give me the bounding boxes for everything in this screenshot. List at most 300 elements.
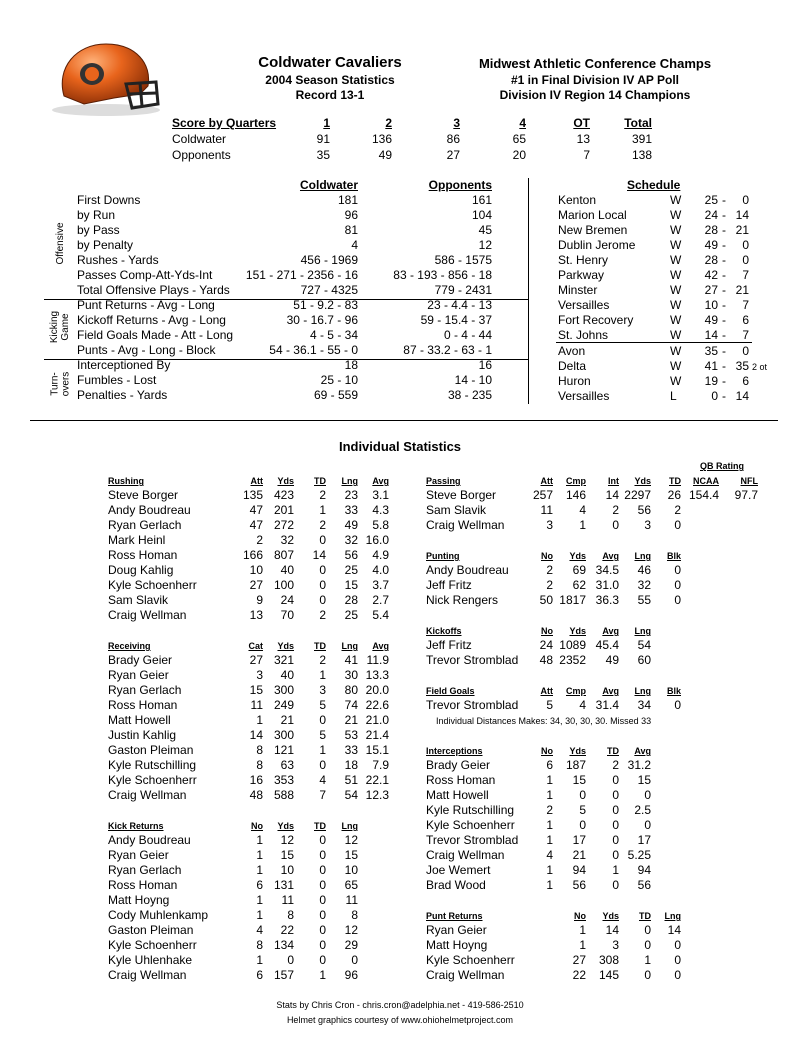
receiving-player: Kyle Rutschilling [108,758,197,772]
interceptions-value: 0 [644,788,651,802]
punt_returns-player: Ryan Geier [426,923,487,937]
rushing-player: Ross Homan [108,548,178,562]
rushing-value: 0 [319,533,326,547]
group-label: Kicking Game [49,310,71,344]
stat-opponents: 87 - 33.2 - 63 - 1 [403,343,492,357]
interceptions-player: Ross Homan [426,773,496,787]
rushing-value: 47 [249,518,263,532]
overtime-note: 2 ot [752,362,768,372]
kick_returns-value: 131 [273,878,294,892]
schedule-title: Schedule [627,178,681,192]
stat-coldwater: 54 - 36.1 - 55 - 0 [269,343,358,357]
stat-label: Punt Returns - Avg - Long [77,298,215,312]
individual-title: Individual Statistics [338,439,462,454]
game-result: W [670,283,682,297]
kick_returns-value: 0 [319,923,326,937]
kick_returns-value: 8 [256,938,263,952]
punting-value: 1817 [559,593,586,607]
receiving-value: 4 [319,773,326,787]
punt_returns-value: 308 [598,953,619,967]
interceptions-col-header: TD [607,746,619,756]
punt_returns-header: Punt Returns [426,911,483,921]
rushing-value: 3.1 [372,488,389,502]
interceptions-value: 21 [572,848,586,862]
stat-coldwater: 30 - 16.7 - 96 [286,313,358,327]
kick_returns-player: Matt Hoyng [108,893,170,907]
punting-value: 2 [546,563,553,577]
interceptions-player: Trevor Stromblad [426,833,519,847]
rushing-player: Steve Borger [108,488,179,502]
passing-col-header: Cmp [566,476,586,486]
interceptions-value: 31.2 [627,758,651,772]
interceptions-value: 15 [572,773,586,787]
punt_returns-value: 1 [579,923,586,937]
opp-score: 21 [735,223,749,237]
rushing-value: 14 [312,548,326,562]
kick_returns-header: Kick Returns [108,821,164,831]
receiving-col-header: Avg [372,641,389,651]
rushing-value: 4.0 [372,563,389,577]
kickoffs-col-header: Yds [569,626,586,636]
field_goals-value: 5 [546,698,553,712]
interceptions-value: 0 [612,788,619,802]
passing-col-header: NFL [740,476,758,486]
interceptions-value: 15 [637,773,651,787]
score-dash: - [722,389,726,403]
stat-label: First Downs [77,193,141,207]
kick_returns-player: Ryan Gerlach [108,863,182,877]
rushing-value: 13 [249,608,263,622]
rushing-value: 32 [344,533,358,547]
rushing-value: 27 [249,578,263,592]
team-score: 10 [704,298,718,312]
receiving-value: 48 [249,788,263,802]
group-label: Turn-overs [49,371,71,396]
game-result: W [670,359,682,373]
opp-score: 14 [735,389,749,403]
game-result: W [670,268,682,282]
kick_returns-value: 8 [287,908,294,922]
receiving-value: 16 [249,773,263,787]
game-result: W [670,374,682,388]
rushing-value: 0 [319,593,326,607]
receiving-value: 21 [280,713,294,727]
rushing-value: 56 [344,548,358,562]
opp-score: 7 [742,298,749,312]
interceptions-col-header: No [541,746,553,756]
receiving-player: Ryan Geier [108,668,169,682]
kick_returns-value: 12 [344,833,358,847]
rushing-value: 9 [256,593,263,607]
receiving-value: 30 [344,668,358,682]
receiving-value: 22.6 [365,698,389,712]
kick_returns-value: 4 [256,923,263,937]
rushing-value: 28 [344,593,358,607]
kick_returns-player: Ross Homan [108,878,178,892]
opp-score: 0 [742,253,749,267]
receiving-value: 74 [344,698,358,712]
rushing-value: 23 [344,488,358,502]
interceptions-value: 1 [546,818,553,832]
kick_returns-value: 96 [344,968,358,982]
kickoffs-value: 60 [637,653,651,667]
receiving-value: 3 [319,683,326,697]
interceptions-value: 0 [579,788,586,802]
passing-value: 14 [605,488,619,502]
punting-col-header: No [541,551,553,561]
rushing-value: 2 [256,533,263,547]
interceptions-header: Interceptions [426,746,483,756]
punting-value: 0 [674,578,681,592]
rushing-value: 32 [280,533,294,547]
stat-opponents: 0 - 4 - 44 [443,328,492,342]
field_goals-header: Field Goals [426,686,475,696]
game-result: L [670,389,677,403]
opponent-name: St. Johns [558,328,609,342]
receiving-value: 7 [319,788,326,802]
interceptions-player: Brady Geier [426,758,491,772]
receiving-value: 14 [249,728,263,742]
punt_returns-value: 0 [644,968,651,982]
interceptions-value: 2 [612,758,619,772]
stat-coldwater: 51 - 9.2 - 83 [293,298,358,312]
team-score: 35 [704,344,718,358]
kickoffs-col-header: No [541,626,553,636]
field_goals-col-header: Att [540,686,553,696]
honor-2: #1 in Final Division IV AP Poll [510,73,680,87]
team-score: 25 [704,193,718,207]
receiving-value: 21.4 [365,728,389,742]
quarters-header: 4 [519,116,526,130]
score-dash: - [722,253,726,267]
kick_returns-value: 22 [280,923,294,937]
punting-value: 32 [637,578,651,592]
receiving-player: Ryan Gerlach [108,683,182,697]
kick_returns-value: 15 [280,848,294,862]
punting-value: 46 [637,563,651,577]
rushing-value: 4.3 [372,503,389,517]
rushing-value: 1 [319,503,326,517]
passing-header: Passing [426,476,461,486]
stat-opponents: 161 [471,193,492,207]
rushing-value: 4.9 [372,548,389,562]
quarters-score: 7 [583,148,590,162]
rushing-col-header: Att [250,476,263,486]
receiving-value: 0 [319,713,326,727]
kick_returns-value: 0 [319,878,326,892]
quarters-header: 1 [323,116,330,130]
rushing-header: Rushing [108,476,144,486]
kickoffs-col-header: Avg [602,626,619,636]
kick_returns-value: 0 [351,953,358,967]
passing-player: Craig Wellman [426,518,505,532]
receiving-value: 11 [250,698,263,712]
helmet-icon [44,38,166,118]
stat-label: by Penalty [77,238,134,252]
opp-score: 0 [742,193,749,207]
field_goals-col-header: Avg [602,686,619,696]
receiving-value: 1 [319,668,326,682]
interceptions-player: Kyle Rutschilling [426,803,515,817]
score-dash: - [722,359,726,373]
punting-player: Jeff Fritz [426,578,472,592]
opp-score: 6 [742,313,749,327]
receiving-value: 12.3 [365,788,389,802]
punting-value: 69 [572,563,586,577]
kick_returns-player: Andy Boudreau [108,833,191,847]
stat-label: Field Goals Made - Att - Long [77,328,234,342]
footer-credit: Stats by Chris Cron - chris.cron@adelphia.net - 419-586-2510 [276,1000,524,1010]
receiving-value: 20.0 [365,683,389,697]
interceptions-value: 2 [546,803,553,817]
punt_returns-value: 0 [674,953,681,967]
rushing-value: 5.4 [372,608,389,622]
receiving-value: 40 [280,668,294,682]
interceptions-player: Joe Wemert [426,863,491,877]
kick_returns-value: 0 [319,833,326,847]
kick_returns-value: 8 [351,908,358,922]
stat-label: Interceptioned By [77,358,171,372]
receiving-value: 300 [273,728,294,742]
score-dash: - [722,238,726,252]
interceptions-value: 5 [579,803,586,817]
punt_returns-player: Kyle Schoenherr [426,953,515,967]
passing-col-header: TD [669,476,681,486]
stat-opponents: 38 - 235 [447,388,492,402]
receiving-col-header: Lng [341,641,358,651]
receiving-value: 300 [273,683,294,697]
rushing-value: 3.7 [372,578,389,592]
stat-coldwater: 25 - 10 [320,373,358,387]
opponent-name: Parkway [558,268,605,282]
interceptions-value: 17 [637,833,651,847]
receiving-value: 18 [344,758,358,772]
game-result: W [670,193,682,207]
stat-opponents: 16 [478,358,492,372]
interceptions-value: 1 [546,878,553,892]
stat-opponents: 45 [478,223,492,237]
section-divider [30,420,778,421]
interceptions-value: 2.5 [634,803,651,817]
punt_returns-value: 0 [644,938,651,952]
punt_returns-value: 145 [598,968,619,982]
punting-value: 62 [572,578,586,592]
stat-coldwater: 151 - 271 - 2356 - 16 [245,268,358,282]
game-result: W [670,208,682,222]
interceptions-value: 1 [546,773,553,787]
stat-coldwater: 18 [344,358,358,372]
score-dash: - [722,193,726,207]
schedule-divider [528,178,529,404]
kick_returns-value: 1 [256,848,263,862]
footer-helmet-credit: Helmet graphics courtesy of www.ohiohelmetproject.com [286,1015,514,1025]
stat-opponents: 104 [471,208,492,222]
receiving-value: 15 [249,683,263,697]
punting-col-header: Lng [634,551,651,561]
quarters-score: 91 [316,132,330,146]
stat-label: Total Offensive Plays - Yards [77,283,230,297]
punt_returns-col-header: No [574,911,586,921]
passing-value: 11 [540,503,553,517]
interceptions-value: 187 [565,758,586,772]
kick_returns-value: 1 [256,863,263,877]
stat-label: Punts - Avg - Long - Block [77,343,216,357]
rushing-value: 2 [319,608,326,622]
passing-value: 97.7 [734,488,758,502]
kick_returns-value: 1 [256,893,263,907]
interceptions-value: 4 [546,848,553,862]
opp-score: 21 [735,283,749,297]
team-score: 24 [704,208,718,222]
receiving-value: 54 [344,788,358,802]
rushing-player: Sam Slavik [108,593,169,607]
opponent-name: Avon [558,344,586,358]
kick_returns-value: 0 [319,908,326,922]
stat-opponents: 586 - 1575 [434,253,492,267]
quarters-score: 13 [576,132,590,146]
kickoffs-value: 1089 [559,638,586,652]
rushing-value: 2.7 [372,593,389,607]
interceptions-value: 0 [612,848,619,862]
kickoffs-header: Kickoffs [426,626,462,636]
quarters-header: Total [624,116,652,130]
stat-coldwater: 4 [351,238,358,252]
opp-score: 0 [742,344,749,358]
opp-score: 7 [742,328,749,342]
team-score: 49 [704,238,718,252]
rushing-col-header: TD [314,476,326,486]
receiving-value: 353 [273,773,294,787]
score-dash: - [722,328,726,342]
rushing-value: 16.0 [365,533,389,547]
opponent-name: Dublin Jerome [558,238,636,252]
honor-3: Division IV Region 14 Champions [499,88,691,102]
quarters-header: Score by Quarters [172,116,277,130]
punting-value: 31.0 [595,578,619,592]
receiving-player: Gaston Pleiman [108,743,194,757]
rushing-value: 40 [280,563,294,577]
receiving-value: 1 [256,713,263,727]
punting-player: Andy Boudreau [426,563,509,577]
interceptions-value: 17 [572,833,586,847]
stat-coldwater: 81 [344,223,358,237]
team-name: Coldwater Cavaliers [258,54,402,71]
team-score: 0 [711,389,718,403]
stat-coldwater: 69 - 559 [313,388,358,402]
punt_returns-value: 14 [667,923,681,937]
stat-label: Passes Comp-Att-Yds-Int [77,268,213,282]
kick_returns-value: 6 [256,878,263,892]
stat-opponents: 12 [478,238,492,252]
kick_returns-value: 29 [344,938,358,952]
punting-value: 50 [539,593,553,607]
interceptions-player: Kyle Schoenherr [426,818,515,832]
punt_returns-col-header: Lng [664,911,681,921]
rushing-player: Andy Boudreau [108,503,191,517]
punt_returns-col-header: Yds [602,911,619,921]
receiving-player: Craig Wellman [108,788,187,802]
interceptions-player: Brad Wood [426,878,486,892]
punting-value: 55 [637,593,651,607]
kick_returns-value: 12 [280,833,294,847]
receiving-header: Receiving [108,641,151,651]
kick_returns-value: 10 [344,863,358,877]
passing-value: 2297 [624,488,651,502]
opponent-name: Fort Recovery [558,313,634,327]
kick_returns-player: Kyle Uhlenhake [108,953,193,967]
kick_returns-value: 0 [319,938,326,952]
passing-value: 0 [674,518,681,532]
receiving-value: 7.9 [372,758,389,772]
stat-label: by Pass [77,223,120,237]
kick_returns-value: 0 [287,953,294,967]
field_goals-value: 34 [637,698,651,712]
punting-value: 2 [546,578,553,592]
game-result: W [670,223,682,237]
kickoffs-value: 45.4 [595,638,619,652]
receiving-value: 21 [344,713,358,727]
stat-opponents: 23 - 4.4 - 13 [427,298,492,312]
quarters-team: Coldwater [172,132,227,146]
rushing-value: 25 [344,563,358,577]
quarters-header: 3 [453,116,460,130]
punt_returns-player: Matt Hoyng [426,938,488,952]
opponent-name: Marion Local [558,208,627,222]
punt_returns-value: 1 [644,953,651,967]
schedule-divider-line [556,342,752,343]
score-dash: - [722,223,726,237]
rushing-value: 24 [280,593,294,607]
receiving-player: Justin Kahlig [108,728,177,742]
score-dash: - [722,268,726,282]
team-score: 49 [704,313,718,327]
quarters-score: 391 [631,132,652,146]
punt_returns-value: 14 [605,923,619,937]
kick_returns-player: Ryan Geier [108,848,169,862]
score-dash: - [722,298,726,312]
interceptions-value: 1 [612,863,619,877]
season-title: 2004 Season Statistics [265,73,395,87]
receiving-value: 0 [319,758,326,772]
interceptions-value: 1 [546,833,553,847]
rushing-value: 166 [242,548,263,562]
team-score: 19 [704,374,718,388]
team-score: 27 [704,283,718,297]
kick_returns-value: 1 [256,908,263,922]
kick_returns-value: 11 [345,893,358,907]
stat-opponents: 779 - 2431 [434,283,492,297]
rushing-value: 807 [273,548,294,562]
kick_returns-value: 1 [256,953,263,967]
opponent-name: Delta [558,359,587,373]
interceptions-value: 1 [546,788,553,802]
kick_returns-col-header: No [251,821,263,831]
quarters-score: 138 [631,148,652,162]
receiving-value: 588 [273,788,294,802]
rushing-value: 70 [280,608,294,622]
col-opponents: Opponents [428,178,492,192]
rushing-value: 15 [344,578,358,592]
kickoffs-value: 2352 [559,653,586,667]
game-result: W [670,328,682,342]
interceptions-value: 94 [637,863,651,877]
opp-score: 35 [735,359,749,373]
rushing-player: Ryan Gerlach [108,518,182,532]
kick_returns-player: Kyle Schoenherr [108,938,197,952]
passing-player: Steve Borger [426,488,497,502]
receiving-value: 21.0 [365,713,389,727]
kick_returns-value: 0 [319,953,326,967]
